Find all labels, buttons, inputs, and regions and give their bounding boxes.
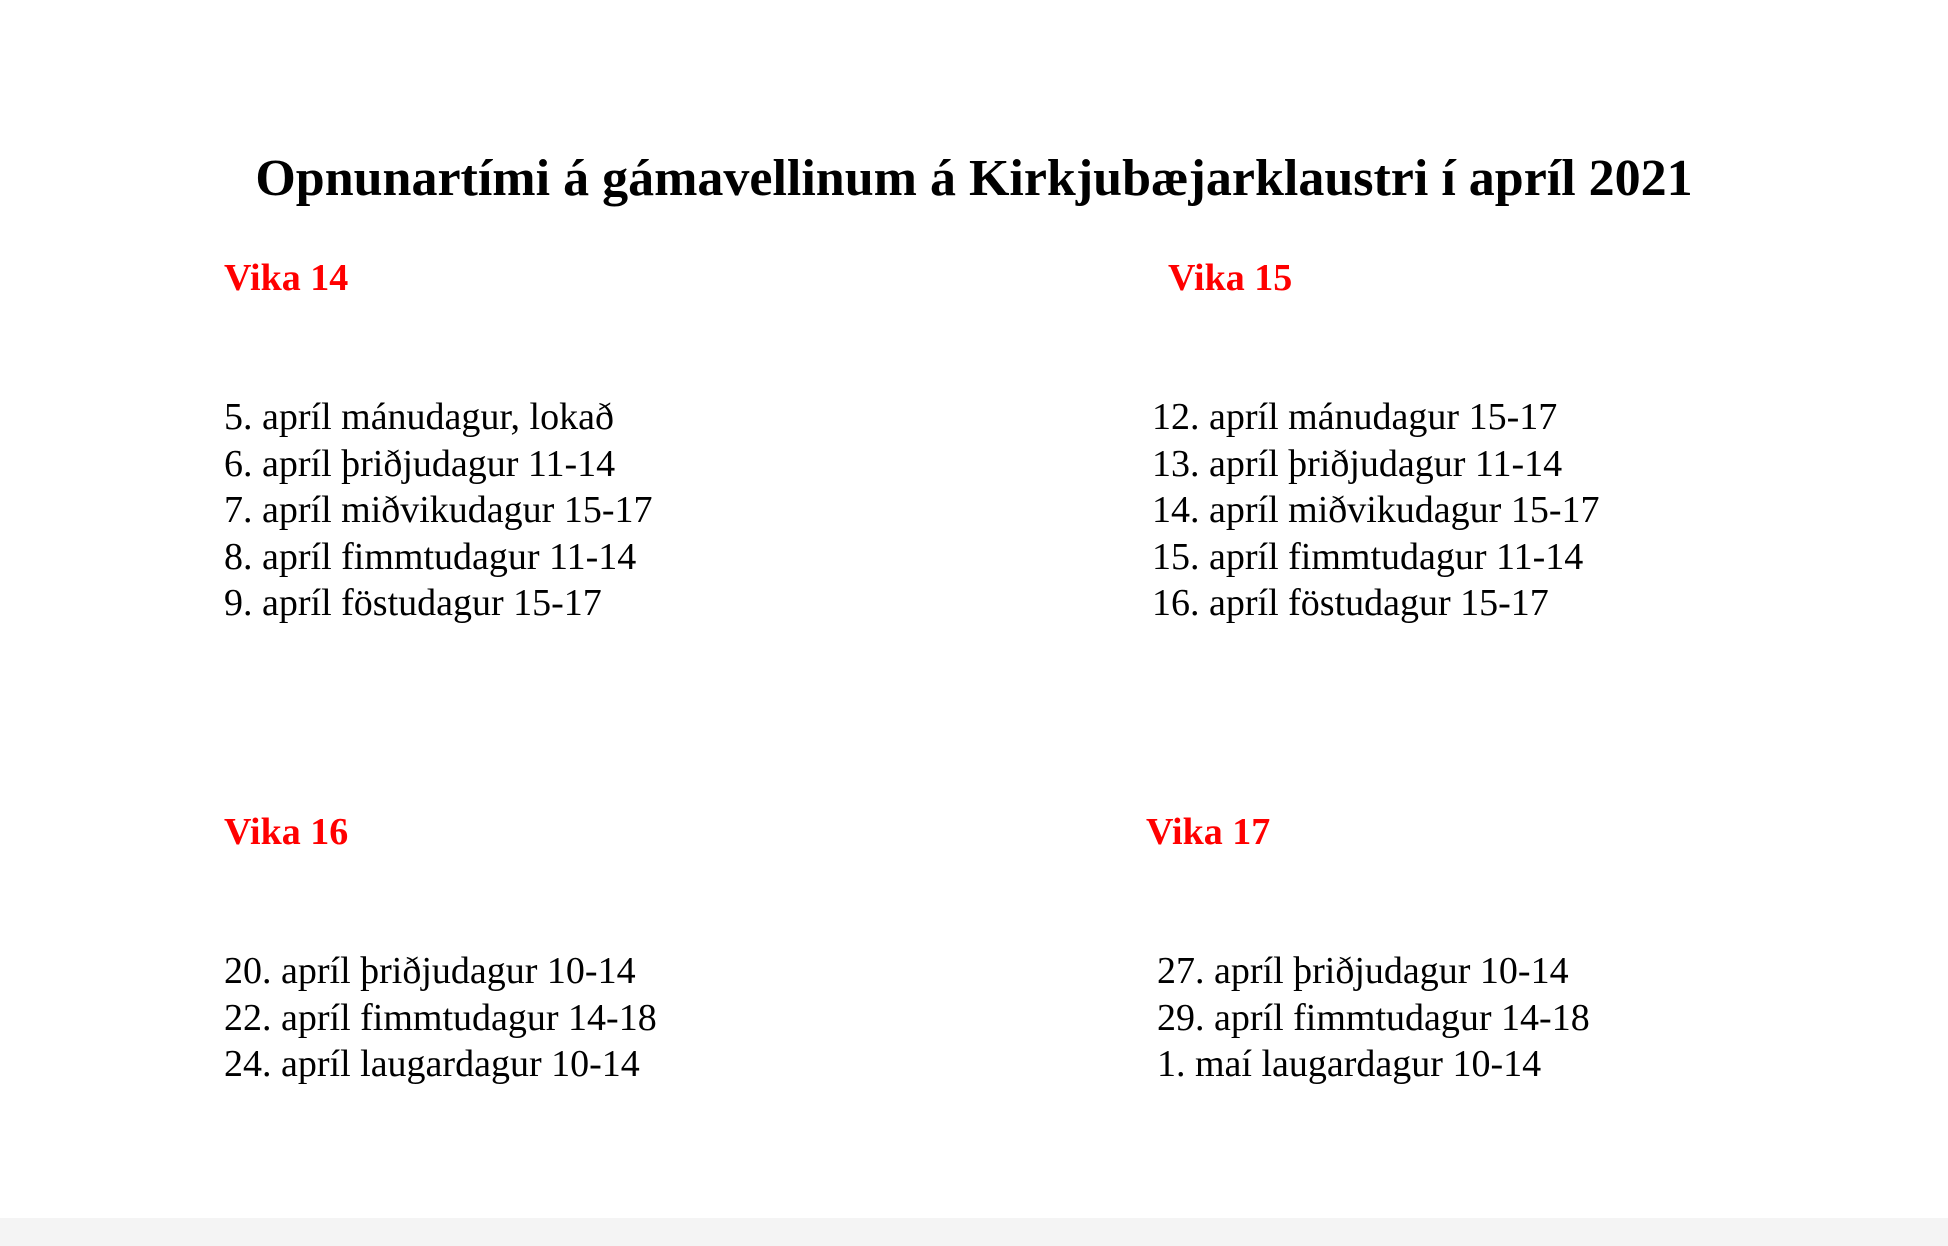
week-16-schedule [224, 948, 657, 1088]
schedule-entry: 15. apríl fimmtudagur 11-14 [1152, 535, 1584, 578]
schedule-entry: 13. apríl þriðjudagur 11-14 [1152, 442, 1563, 485]
schedule-entry: 16. apríl föstudagur 15-17 [1152, 582, 1549, 624]
page-title: Opnunartími á gámavellinum á Kirkjubæjarklaustri í apríl 2021 [255, 150, 1693, 207]
week-17-heading: Vika 17 [1146, 811, 1271, 853]
schedule-entry: 20. apríl þriðjudagur 10-14 [224, 950, 636, 992]
schedule-entry: 1. maí laugardagur 10-14 [1157, 1043, 1542, 1085]
week-15-schedule [1152, 394, 1599, 627]
schedule-entry: 8. apríl fimmtudagur 11-14 [224, 535, 637, 578]
schedule-entry: 14. apríl miðvikudagur 15-17 [1152, 489, 1600, 531]
week-14-schedule [224, 394, 652, 627]
schedule-entry: 6. apríl þriðjudagur 11-14 [224, 442, 616, 485]
week-15-heading: Vika 15 [1168, 257, 1293, 299]
schedule-entry: 24. apríl laugardagur 10-14 [224, 1043, 640, 1085]
schedule-entry: 27. apríl þriðjudagur 10-14 [1157, 950, 1569, 992]
week-16-heading: Vika 16 [224, 811, 349, 853]
schedule-entry: 9. apríl föstudagur 15-17 [224, 582, 602, 624]
schedule-entry: 29. apríl fimmtudagur 14-18 [1157, 996, 1590, 1039]
schedule-entry: 5. apríl mánudagur, lokað [224, 396, 614, 438]
schedule-entry: 22. apríl fimmtudagur 14-18 [224, 996, 657, 1039]
week-17-schedule [1157, 948, 1590, 1088]
week-14-heading: Vika 14 [224, 257, 349, 299]
schedule-entry: 12. apríl mánudagur 15-17 [1152, 396, 1558, 438]
schedule-entry: 7. apríl miðvikudagur 15-17 [224, 489, 653, 531]
